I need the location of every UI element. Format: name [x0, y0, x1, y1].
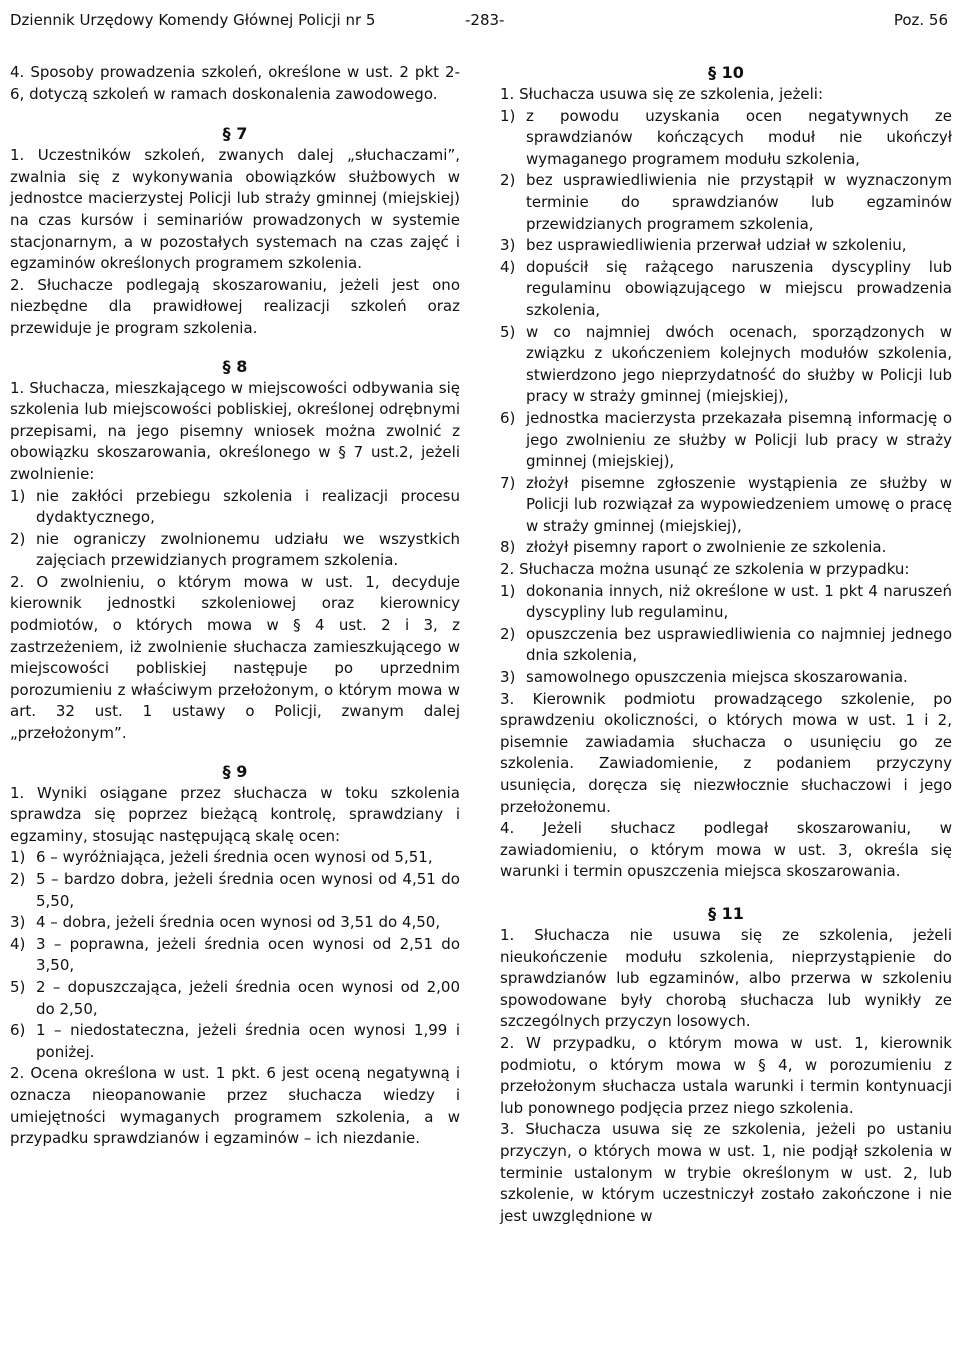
list-item [500, 581, 952, 624]
list-item-label: 2) [500, 624, 516, 643]
list-item [10, 869, 460, 912]
list-item-text: bez usprawiedliwienia przerwał udział w szkoleniu, [526, 236, 907, 255]
list-item-label: 3) [10, 913, 26, 932]
list-item-label: 2) [10, 529, 26, 548]
list-item-text: złożył pisemny raport o zwolnienie ze szkolenia. [526, 538, 887, 557]
list-item-label: 2) [10, 870, 26, 888]
paragraph-10-3: 3. Kierownik podmiotu prowadzącego szkolenie, po sprawdzeniu okoliczności, o których mowa w ust. 1 i 2, pisemnie zawiadamia słuchacza o usunięciu go ze szkolenia. Zawiadomienie, z podaniem przyczyny usunięcia, doręcza się niezwłocznie słuchaczowi i jego przełożonemu. [500, 689, 952, 816]
list-item-text: opuszczenia bez usprawiedliwienia co najmniej jednego dnia szkolenia, [526, 624, 952, 665]
list-item-text: dopuścił się rażącego naruszenia dyscypliny lub regulaminu obowiązującego w miejscu prowadzenia szkolenia, [526, 257, 952, 319]
list-item [500, 667, 952, 689]
list-item [500, 473, 952, 538]
journal-title: Dziennik Urzędowy Komendy Głównej Policji nr 5 [10, 11, 376, 29]
list-item-text: nie ograniczy zwolnionemu udziału we wszystkich zajęciach przewidzianych programem szkolenia. [36, 529, 460, 570]
paragraph-11-3: 3. Słuchacza usuwa się ze szkolenia, jeżeli po ustaniu przyczyn, o których mowa w ust. 1, nie podjął szkolenia w terminie ustalonym w trybie określonym w ust. 2, lub szkolenie, w którym uczestniczył zostało zakończone i nie jest uwzględnione w [500, 1120, 952, 1225]
list-item-label: 5) [500, 322, 516, 341]
list-item [10, 934, 460, 977]
section-heading-7: § 7 [222, 124, 248, 144]
list-item-label: 3) [500, 668, 516, 687]
position-number: Poz. 56 [893, 11, 948, 29]
list-item [10, 529, 460, 572]
paragraph-10-4: 4. Jeżeli słuchacz podlegał skoszarowaniu, w zawiadomieniu, o którym mowa w ust. 3, określa się warunki i termin opuszczenia miejsca skoszarowania. [500, 819, 952, 881]
right-column [500, 62, 952, 1227]
list-item-text: 3 – poprawna, jeżeli średnia ocen wynosi od 2,51 do 3,50, [36, 934, 460, 975]
list-item-text: 6 – wyróżniająca, jeżeli średnia ocen wynosi od 5,51, [36, 848, 433, 867]
paragraph-9-1: 1. Wyniki osiągane przez słuchacza w toku szkolenia sprawdza się poprzez bieżącą kontrolę, sprawdziany i egzaminy, stosując następującą skalę ocen: [10, 783, 460, 845]
list-item-text: 2 – dopuszczająca, jeżeli średnia ocen wynosi od 2,00 do 2,50, [36, 977, 460, 1018]
section-heading-8: § 8 [222, 356, 248, 376]
list-item-text: samowolnego opuszczenia miejsca skoszarowania. [526, 668, 908, 687]
list-item [500, 537, 952, 559]
list-item-label: 1) [500, 106, 516, 125]
list-item-text: jednostka macierzysta przekazała pisemną informację o jego zwolnieniu ze służby w Policji lub pracy w straży gminnej (miejskiej), [526, 408, 952, 471]
list-item-label: 1) [10, 848, 26, 867]
list-item [500, 408, 952, 473]
list-item [10, 847, 460, 869]
list-item [500, 235, 952, 257]
paragraph-10-2: 2. Słuchacza można usunąć ze szkolenia w przypadku: [500, 560, 910, 579]
list-item-label: 2) [500, 171, 516, 190]
list-item-label: 7) [500, 473, 516, 492]
section-heading-9: § 9 [222, 761, 248, 781]
list-item-label: 1) [10, 486, 26, 505]
paragraph-11-2: 2. W przypadku, o którym mowa w ust. 1, kierownik podmiotu, o którym mowa w § 4, w porozumieniu z przełożonym słuchacza ustala warunki i termin kontynuacji lub ponownego podjęcia przez niego szkolenia. [500, 1033, 952, 1117]
list-item-label: 4) [10, 934, 26, 953]
list-item-label: 3) [500, 236, 516, 255]
left-column [10, 62, 460, 1150]
list-item-text: dokonania innych, niż określone w ust. 1 pkt 4 naruszeń dyscypliny lub regulaminu, [526, 581, 952, 622]
paragraph-7-2: 2. Słuchacze podlegają skoszarowaniu, jeżeli jest ono niezbędne dla prawidłowej realizacji szkoleń oraz przewiduje je program szkolenia. [10, 275, 460, 337]
paragraph-11-1: 1. Słuchacza nie usuwa się ze szkolenia, jeżeli nieukończenie modułu szkolenia, nieprzystąpienie do sprawdzianów lub egzaminów, albo przerwa w szkoleniu spowodowane były chorobą słuchacza lub wynikły ze szczególnych przyczyn losowych. [500, 925, 952, 1031]
list-item-text: 1 – niedostateczna, jeżeli średnia ocen wynosi 1,99 i poniżej. [36, 1021, 460, 1061]
list-item-text: bez usprawiedliwienia nie przystąpił w wyznaczonym terminie do sprawdzianów lub egzaminów przewidzianych programem szkolenia, [526, 171, 952, 233]
list-item-text: nie zakłóci przebiegu szkolenia i realizacji procesu dydaktycznego, [36, 486, 460, 527]
section-heading-10: § 10 [708, 63, 744, 82]
list-item [10, 486, 460, 529]
list-item-label: 6) [10, 1021, 26, 1040]
paragraph-8-1: 1. Słuchacza, mieszkającego w miejscowości odbywania się szkolenia lub miejscowości pobliskiej, określonej odrębnymi przepisami, na jego pisemny wniosek można zwolnić z obowiązku skoszarowania, określonego w § 7 ust.2, jeżeli zwolnienie: [10, 378, 460, 483]
page-number: -283- [465, 11, 505, 29]
section-heading-11: § 11 [708, 903, 744, 923]
paragraph-10-1: 1. Słuchacza usuwa się ze szkolenia, jeżeli: [500, 85, 824, 103]
paragraph-9-2: 2. Ocena określona w ust. 1 pkt. 6 jest oceną negatywną i oznacza nieopanowanie przez słuchacza wiedzy i umiejętności wymaganych programem szkolenia, a w przypadku sprawdzianów i egzaminów – ich niezdanie. [10, 1064, 460, 1148]
paragraph-7-1: 1. Uczestników szkoleń, zwanych dalej „słuchaczami”, zwalnia się z wykonywania obowiązków służbowych w jednostce macierzystej Policji lub straży gminnej (miejskiej) na czas kursów i seminariów prowadzonych w systemie stacjonarnym, a w pozostałych systemach na czas zajęć i egzaminów określonych programem szkolenia. [10, 146, 460, 273]
list-item-label: 1) [500, 581, 516, 600]
list-item [500, 257, 952, 322]
list-item-text: w co najmniej dwóch ocenach, sporządzonych w związku z ukończeniem kolejnych modułów szkolenia, stwierdzono jego nieprzydatność do służby w Policji lub pracy w straży gminnej (miejskiej), [526, 322, 952, 406]
list-item [500, 170, 952, 235]
list-item-text: 4 – dobra, jeżeli średnia ocen wynosi od 3,51 do 4,50, [36, 913, 441, 932]
list-item [10, 977, 460, 1020]
list-item-label: 8) [500, 538, 516, 557]
list-item [10, 912, 460, 934]
paragraph-8-2: 2. O zwolnieniu, o którym mowa w ust. 1, decyduje kierownik jednostki szkoleniowej oraz kierownicy podmiotów, o których mowa w § 4 ust. 2 i 3, z zastrzeżeniem, iż zwolnienie słuchacza zamieszkującego w miejscowości pobliskiej następuje po uprzednim porozumieniu z właściwym przełożonym, o którym mowa w art. 32 ust. 1 ustawy o Policji, zwanym dalej „przełożonym”. [10, 572, 460, 743]
list-item [500, 624, 952, 667]
list-item-label: 4) [500, 257, 516, 276]
page-header [10, 10, 950, 32]
list-item-label: 5) [10, 977, 26, 996]
list-item-label: 6) [500, 408, 516, 427]
list-item [500, 322, 952, 408]
list-item-text: złożył pisemne zgłoszenie wystąpienia ze służby w Policji lub rozwiązał za wypowiedzeniem umowę o pracę w straży gminnej (miejskiej), [526, 473, 952, 535]
list-item-text: 5 – bardzo dobra, jeżeli średnia ocen wynosi od 4,51 do 5,50, [36, 870, 460, 910]
list-item-text: z powodu uzyskania ocen negatywnych ze sprawdzianów kończących moduł nie ukończył wymaganego programem modułu szkolenia, [526, 106, 952, 168]
list-item [10, 1020, 460, 1063]
list-item [500, 106, 952, 171]
paragraph-6-4: 4. Sposoby prowadzenia szkoleń, określone w ust. 2 pkt 2-6, dotyczą szkoleń w ramach doskonalenia zawodowego. [10, 63, 460, 103]
